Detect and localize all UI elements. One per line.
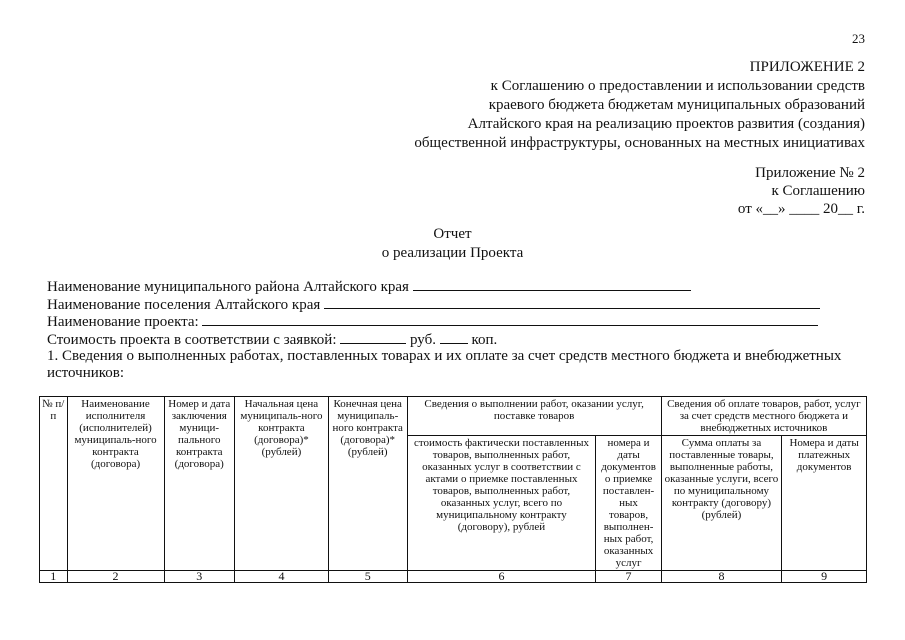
appendix-line-2: краевого бюджета бюджетам муниципальных образований	[488, 97, 865, 113]
district-label: Наименование муниципального района Алтайского края	[47, 279, 409, 295]
appendix2-line-1: Приложение № 2	[755, 165, 865, 181]
col-number-3: 3	[164, 571, 234, 583]
report-table	[39, 396, 867, 583]
col-number-5: 5	[328, 571, 407, 583]
col-number-4: 4	[234, 571, 328, 583]
header-col-4: Начальная цена муниципаль-ного контракта (договора)* (рублей)	[234, 397, 328, 571]
report-title-block	[0, 225, 905, 263]
col-number-9: 9	[782, 571, 867, 583]
appendix-line-4: общественной инфраструктуры, основанных на местных инициативах	[414, 135, 865, 151]
header-col-7: номера и даты документов о приемке поставлен-ных товаров, выполнен-ных работ, оказанных услуг	[596, 436, 661, 571]
appendix-line-3: Алтайского края на реализацию проектов развития (создания)	[467, 116, 865, 132]
appendix-line-1: к Соглашению о предоставлении и использовании средств	[490, 78, 865, 94]
report-fields	[47, 278, 867, 381]
cost-label: Стоимость проекта в соответствии с заявкой:	[47, 331, 337, 348]
district-field	[47, 278, 867, 296]
cost-kop-blank[interactable]	[440, 331, 468, 344]
project-blank[interactable]	[202, 313, 818, 326]
appendix-title: ПРИЛОЖЕНИЕ 2	[749, 59, 865, 75]
settlement-blank[interactable]	[324, 296, 820, 309]
col-number-1: 1	[40, 571, 68, 583]
district-blank[interactable]	[413, 278, 691, 291]
rub-label: руб.	[410, 331, 436, 348]
header-group-delivery: Сведения о выполнении работ, оказании услуг, поставке товаров	[407, 397, 661, 436]
header-col-8: Сумма оплаты за поставленные товары, выполненные работы, оказанные услуги, всего по муниципальному контракту (договору) (рублей)	[661, 436, 781, 571]
cost-rub-blank[interactable]	[340, 331, 406, 344]
header-col-2: Наименование исполнителя (исполнителей) муниципаль-ного контракта (договора)	[67, 397, 164, 571]
appendix2-header	[738, 164, 865, 218]
appendix2-line-2: к Соглашению	[771, 183, 865, 199]
section1-heading: 1. Сведения о выполненных работах, поставленных товарах и их оплате за счет средств местного бюджета и внебюджетных источников:	[47, 348, 842, 381]
col-number-2: 2	[67, 571, 164, 583]
col-number-6: 6	[407, 571, 596, 583]
appendix2-date: от «__» ____ 20__ г.	[737, 201, 865, 217]
col-number-7: 7	[596, 571, 661, 583]
header-col-5: Конечная цена муниципаль-ного контракта (договора)* (рублей)	[328, 397, 407, 571]
header-col-9: Номера и даты платежных документов	[782, 436, 867, 571]
report-subtitle: о реализации Проекта	[381, 245, 524, 261]
kop-label: коп.	[471, 331, 498, 348]
cost-field	[47, 331, 867, 349]
settlement-field	[47, 296, 867, 314]
header-col-3: Номер и дата заключения муници-пального контракта (договора)	[164, 397, 234, 571]
project-field	[47, 313, 867, 331]
table-header-row-1	[40, 397, 867, 436]
header-col-6: стоимость фактически поставленных товаров, выполненных работ, оказанных услуг в соответствии с актами о приемке поставленных товаров, выполненных работ, оказанных услуг, всего по муниципальному контракту (договору), рублей	[407, 436, 596, 571]
page-number: 23	[852, 31, 865, 46]
settlement-label: Наименование поселения Алтайского края	[47, 296, 321, 313]
report-title: Отчет	[433, 226, 472, 242]
header-group-payment: Сведения об оплате товаров, работ, услуг за счет средств местного бюджета и внебюджетных источников	[661, 397, 866, 436]
col-number-8: 8	[661, 571, 781, 583]
project-label: Наименование проекта:	[47, 314, 199, 330]
header-col-1: № п/п	[40, 397, 68, 571]
table-number-row	[40, 571, 867, 583]
appendix-header	[414, 58, 865, 153]
